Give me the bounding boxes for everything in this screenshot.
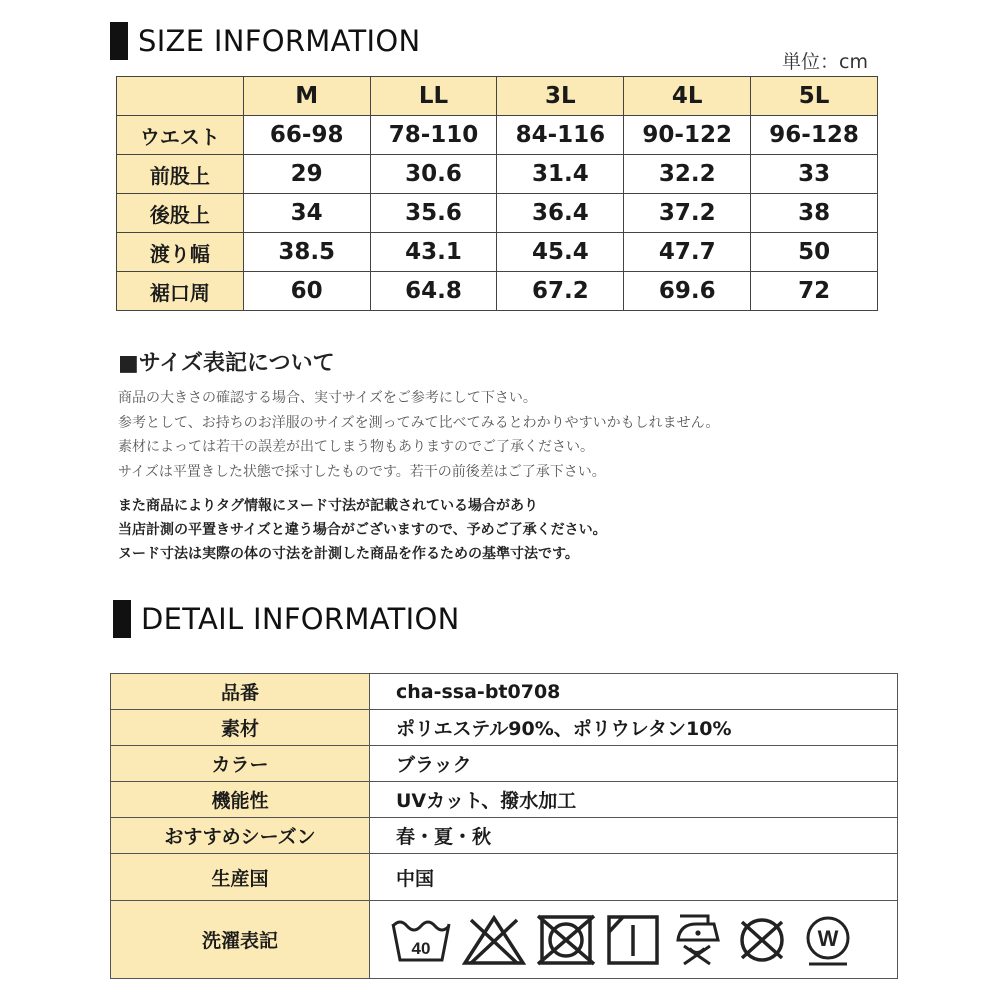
description-line: サイズは平置きした状態で採寸したものです。若干の前後差はご了承下さい。	[118, 463, 606, 480]
wet-clean-letter: W	[817, 925, 839, 951]
table-cell: 43.1	[370, 233, 497, 272]
line-dry-shade-icon	[606, 914, 660, 966]
note-line: ヌード寸法は実際の体の寸法を計測した商品を作るための基準寸法です。	[118, 546, 579, 562]
row-label-thigh-width: 渡り幅	[117, 233, 244, 272]
table-row	[111, 818, 898, 854]
size-information-heading	[110, 22, 420, 60]
table-row	[117, 194, 878, 233]
heading-bar	[110, 22, 128, 60]
size-table-header-row	[117, 77, 878, 116]
description-line: 商品の大きさの確認する場合、実寸サイズをご参考にして下さい。	[118, 390, 537, 406]
detail-value-season: 春・夏・秋	[370, 818, 898, 854]
size-header-m: M	[243, 77, 370, 116]
table-cell: 38.5	[243, 233, 370, 272]
detail-table	[110, 673, 898, 979]
table-cell: 90-122	[624, 116, 751, 155]
detail-value-material: ポリエステル90%、ポリウレタン10%	[370, 710, 898, 746]
size-header-3l: 3L	[497, 77, 624, 116]
table-cell: 64.8	[370, 272, 497, 311]
size-header-ll: LL	[370, 77, 497, 116]
size-information-title: SIZE INFORMATION	[138, 24, 421, 58]
detail-label-care: 洗濯表記	[111, 901, 370, 979]
wet-clean-icon	[800, 914, 856, 966]
table-cell: 60	[243, 272, 370, 311]
table-cell: 96-128	[751, 116, 878, 155]
table-cell: 29	[243, 155, 370, 194]
table-cell: 32.2	[624, 155, 751, 194]
table-row	[117, 272, 878, 311]
heading-bar	[113, 600, 131, 638]
no-dry-clean-icon	[734, 914, 790, 966]
table-cell: 31.4	[497, 155, 624, 194]
row-label-waist: ウエスト	[117, 116, 244, 155]
iron-low-icon	[670, 912, 724, 968]
table-cell: 38	[751, 194, 878, 233]
wash-40-icon	[390, 914, 452, 966]
size-table	[116, 76, 878, 311]
detail-label-color: カラー	[111, 746, 370, 782]
size-table-corner	[117, 77, 244, 116]
table-cell: 69.6	[624, 272, 751, 311]
table-row	[117, 233, 878, 272]
table-row	[111, 901, 898, 979]
table-cell: 67.2	[497, 272, 624, 311]
unit-label: 単位：cm	[782, 51, 868, 73]
table-cell: 45.4	[497, 233, 624, 272]
detail-label-product-number: 品番	[111, 674, 370, 710]
table-cell: 78-110	[370, 116, 497, 155]
table-cell: 30.6	[370, 155, 497, 194]
table-cell: 36.4	[497, 194, 624, 233]
detail-value-color: ブラック	[370, 746, 898, 782]
detail-value-product-number: cha-ssa-bt0708	[370, 674, 898, 710]
note-line: 当店計測の平置きサイズと違う場合がございますので、予めご了承ください。	[118, 522, 607, 538]
wash-temperature: 40	[411, 938, 431, 958]
table-row	[111, 854, 898, 901]
size-notation-title: ■サイズ表記について	[118, 351, 335, 376]
detail-value-country: 中国	[370, 854, 898, 901]
row-label-back-rise: 後股上	[117, 194, 244, 233]
table-cell: 66-98	[243, 116, 370, 155]
table-row	[117, 155, 878, 194]
detail-value-function: UVカット、撥水加工	[370, 782, 898, 818]
row-label-hem: 裾口周	[117, 272, 244, 311]
table-row	[117, 116, 878, 155]
table-row	[111, 710, 898, 746]
detail-label-season: おすすめシーズン	[111, 818, 370, 854]
description-line: 素材によっては若干の誤差が出てしまう物もありますのでご了承ください。	[118, 439, 594, 455]
detail-information-heading	[113, 600, 460, 638]
note-line: また商品によりタグ情報にヌード寸法が記載されている場合があり	[118, 498, 538, 514]
table-cell: 50	[751, 233, 878, 272]
detail-label-function: 機能性	[111, 782, 370, 818]
table-cell: 35.6	[370, 194, 497, 233]
size-header-4l: 4L	[624, 77, 751, 116]
table-row	[111, 674, 898, 710]
no-bleach-icon	[462, 914, 526, 966]
care-symbols	[370, 901, 898, 979]
table-cell: 47.7	[624, 233, 751, 272]
detail-label-country: 生産国	[111, 854, 370, 901]
description-line: 参考として、お持ちのお洋服のサイズを測ってみて比べてみるとわかりやすいかもしれません。	[118, 414, 720, 431]
table-cell: 72	[751, 272, 878, 311]
table-cell: 34	[243, 194, 370, 233]
no-tumble-dry-icon	[536, 914, 596, 966]
table-cell: 37.2	[624, 194, 751, 233]
size-notation-description	[118, 386, 719, 484]
detail-label-material: 素材	[111, 710, 370, 746]
table-cell: 33	[751, 155, 878, 194]
detail-information-title: DETAIL INFORMATION	[141, 602, 460, 636]
table-cell: 84-116	[497, 116, 624, 155]
nude-size-note	[118, 494, 607, 566]
row-label-front-rise: 前股上	[117, 155, 244, 194]
table-row	[111, 746, 898, 782]
table-row	[111, 782, 898, 818]
size-header-5l: 5L	[751, 77, 878, 116]
